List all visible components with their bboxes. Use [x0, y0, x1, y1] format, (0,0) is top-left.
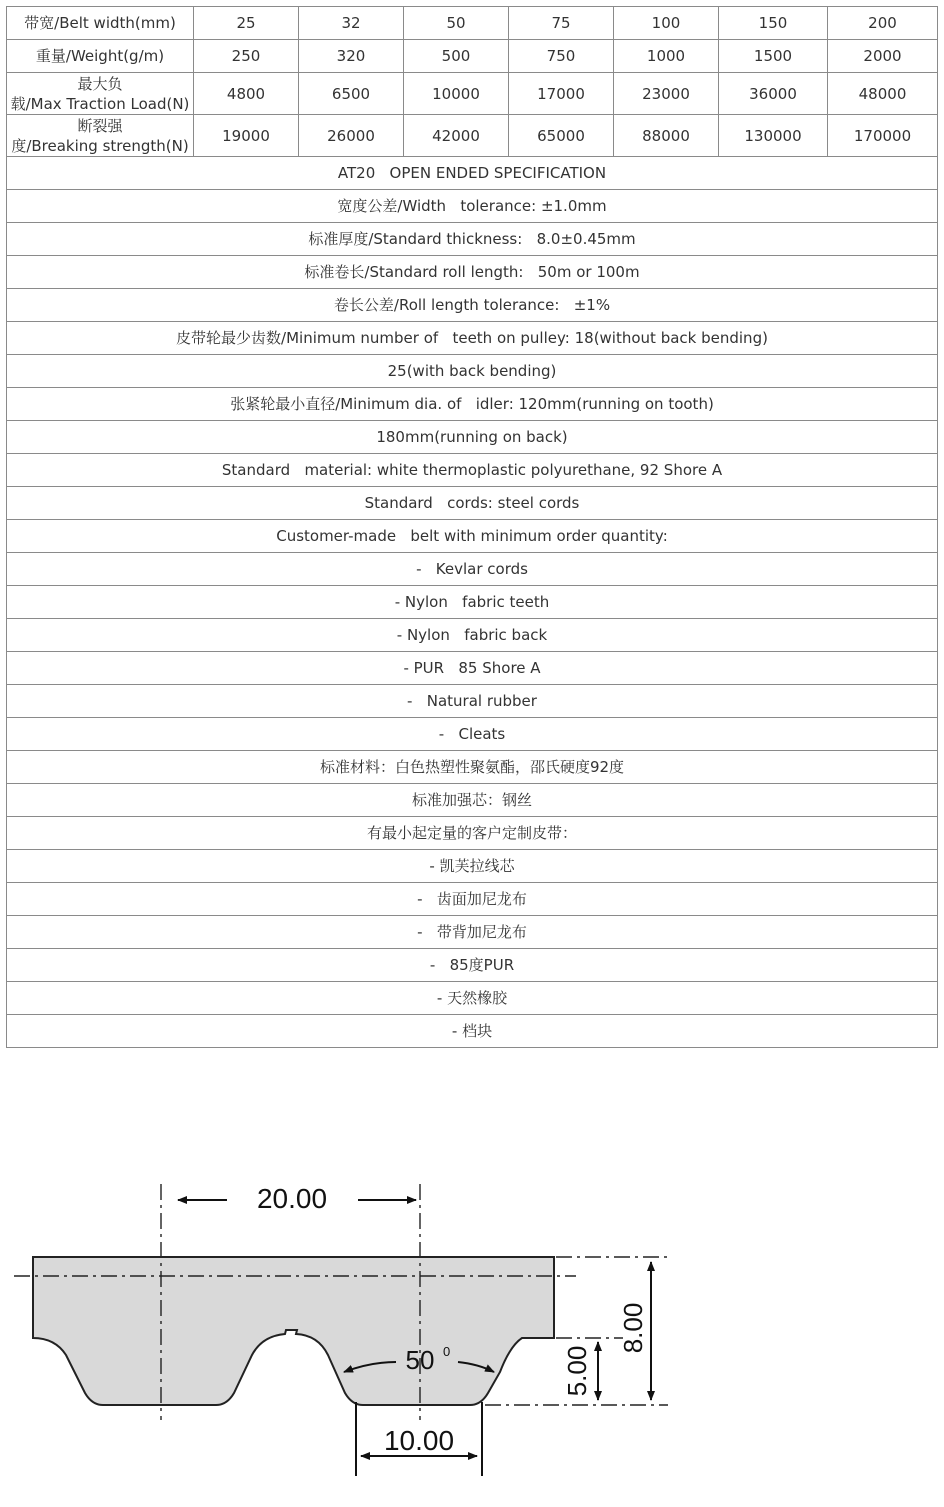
- table-cell: 2000: [828, 40, 938, 73]
- row-label-line: 度/Breaking strength(N): [11, 136, 189, 155]
- belt-profile-shape: [33, 1257, 554, 1405]
- row-label-line: 最大负: [77, 74, 123, 93]
- table-cell: 200: [828, 7, 938, 40]
- spec-line: - Nylon fabric teeth: [7, 586, 938, 619]
- table-row: [7, 949, 938, 982]
- table-row: [7, 982, 938, 1015]
- table-row: [7, 7, 938, 40]
- table-cell: 88000: [614, 115, 719, 157]
- table-cell: 42000: [404, 115, 509, 157]
- table-row: [7, 454, 938, 487]
- table-row: [7, 73, 938, 115]
- table-row: [7, 355, 938, 388]
- table-row: [7, 223, 938, 256]
- table-cell: 1500: [719, 40, 828, 73]
- table-row: [7, 289, 938, 322]
- spec-line: - 带背加尼龙布: [7, 916, 938, 949]
- table-row: [7, 1015, 938, 1048]
- table-cell: 150: [719, 7, 828, 40]
- table-cell: 10000: [404, 73, 509, 115]
- table-row: [7, 520, 938, 553]
- spec-line: - Cleats: [7, 718, 938, 751]
- tooth-height-label: 5.00: [562, 1345, 592, 1397]
- table-row: [7, 916, 938, 949]
- table-row: [7, 421, 938, 454]
- table-cell: 4800: [194, 73, 299, 115]
- tooth-width-label: 10.00: [383, 1425, 455, 1456]
- row-label: 带宽/Belt width(mm): [7, 7, 194, 40]
- spec-line: AT20 OPEN ENDED SPECIFICATION: [7, 157, 938, 190]
- row-label: [7, 73, 194, 115]
- table-row: [7, 652, 938, 685]
- pitch-dimension-label: 20.00: [256, 1183, 328, 1214]
- table-cell: 32: [299, 7, 404, 40]
- table-cell: 50: [404, 7, 509, 40]
- table-cell: 250: [194, 40, 299, 73]
- spec-line: 有最小起定量的客户定制皮带：: [7, 817, 938, 850]
- table-row: [7, 157, 938, 190]
- spec-line: - Nylon fabric back: [7, 619, 938, 652]
- spec-line: - PUR 85 Shore A: [7, 652, 938, 685]
- spec-line: - Kevlar cords: [7, 553, 938, 586]
- table-row: [7, 256, 938, 289]
- spec-line: 标准卷长/Standard roll length: 50m or 100m: [7, 256, 938, 289]
- table-row: [7, 718, 938, 751]
- table-row: [7, 883, 938, 916]
- table-cell: 750: [509, 40, 614, 73]
- table-cell: 1000: [614, 40, 719, 73]
- table-cell: 500: [404, 40, 509, 73]
- angle-unit-label: 0: [443, 1344, 451, 1359]
- table-cell: 75: [509, 7, 614, 40]
- spec-line: Customer-made belt with minimum order quantity:: [7, 520, 938, 553]
- spec-line: 标准材料：白色热塑性聚氨酯，邵氏硬度92度: [7, 751, 938, 784]
- table-cell: 170000: [828, 115, 938, 157]
- table-cell: 65000: [509, 115, 614, 157]
- table-cell: 48000: [828, 73, 938, 115]
- table-row: [7, 619, 938, 652]
- spec-line: 卷长公差/Roll length tolerance: ±1%: [7, 289, 938, 322]
- table-row: [7, 817, 938, 850]
- table-cell: 23000: [614, 73, 719, 115]
- row-label-line: 载/Max Traction Load(N): [10, 94, 190, 113]
- spec-line: Standard material: white thermoplastic polyurethane, 92 Shore A: [7, 454, 938, 487]
- table-row: [7, 850, 938, 883]
- table-row: [7, 115, 938, 157]
- table-cell: 25: [194, 7, 299, 40]
- row-label: 重量/Weight(g/m): [7, 40, 194, 73]
- table-row: [7, 784, 938, 817]
- table-row: [7, 190, 938, 223]
- belt-profile-diagram: [0, 1150, 944, 1490]
- spec-line: 张紧轮最小直径/Minimum dia. of idler: 120mm(running on tooth): [7, 388, 938, 421]
- table-cell: 130000: [719, 115, 828, 157]
- table-row: [7, 553, 938, 586]
- spec-line: - 齿面加尼龙布: [7, 883, 938, 916]
- spec-line: - 天然橡胶: [7, 982, 938, 1015]
- angle-label: 50: [405, 1345, 435, 1375]
- row-label: [7, 115, 194, 157]
- total-height-label: 8.00: [618, 1302, 648, 1354]
- spec-line: - 凯芙拉线芯: [7, 850, 938, 883]
- table-cell: 26000: [299, 115, 404, 157]
- table-row: [7, 322, 938, 355]
- table-cell: 100: [614, 7, 719, 40]
- table-row: [7, 751, 938, 784]
- spec-line: 宽度公差/Width tolerance: ±1.0mm: [7, 190, 938, 223]
- table-cell: 6500: [299, 73, 404, 115]
- spec-line: Standard cords: steel cords: [7, 487, 938, 520]
- table-cell: 19000: [194, 115, 299, 157]
- spec-table: [6, 6, 938, 1048]
- spec-line: 皮带轮最少齿数/Minimum number of teeth on pulley: 18(without back bending): [7, 322, 938, 355]
- belt-profile-svg: [0, 1150, 944, 1490]
- spec-line: 180mm(running on back): [7, 421, 938, 454]
- table-row: [7, 388, 938, 421]
- spec-lines: [7, 157, 938, 1048]
- table-cell: 36000: [719, 73, 828, 115]
- table-row: [7, 685, 938, 718]
- table-row: [7, 40, 938, 73]
- spec-line: 标准厚度/Standard thickness: 8.0±0.45mm: [7, 223, 938, 256]
- row-label-line: 断裂强: [77, 116, 123, 135]
- table-cell: 320: [299, 40, 404, 73]
- spec-line: - Natural rubber: [7, 685, 938, 718]
- table-cell: 17000: [509, 73, 614, 115]
- spec-line: 标准加强芯：钢丝: [7, 784, 938, 817]
- spec-line: 25(with back bending): [7, 355, 938, 388]
- table-row: [7, 487, 938, 520]
- spec-line: - 档块: [7, 1015, 938, 1048]
- table-row: [7, 586, 938, 619]
- spec-line: - 85度PUR: [7, 949, 938, 982]
